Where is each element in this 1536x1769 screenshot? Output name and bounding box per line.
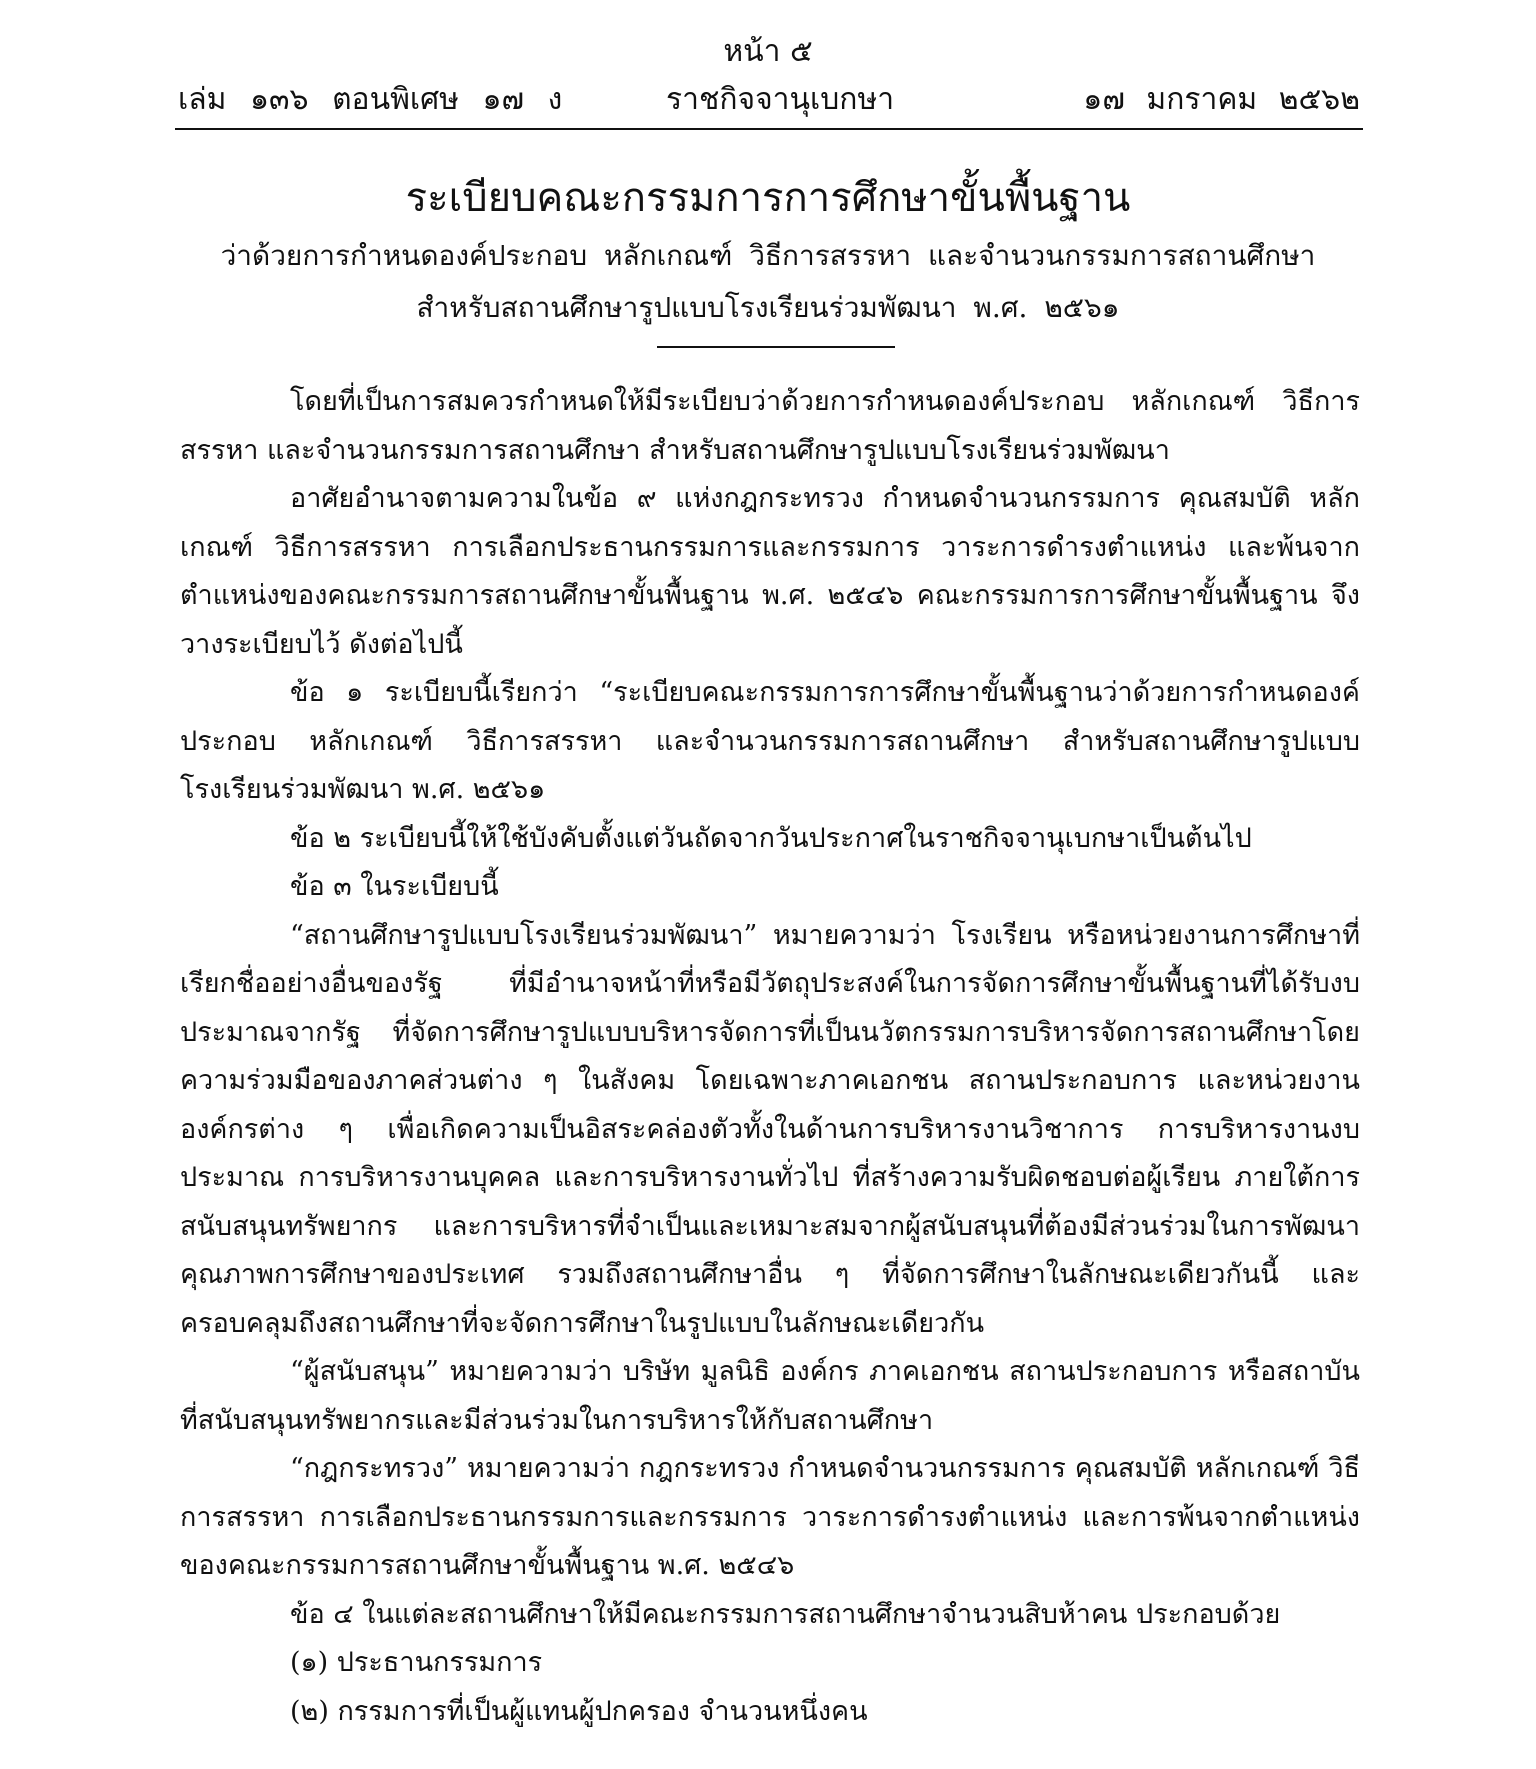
definition-ministerial-regulation: “กฎกระทรวง” หมายความว่า กฎกระทรวง กำหนดจำนวนกรรมการ คุณสมบัติ หลักเกณฑ์ วิธีการสรรหา การเลือกประธานกรรมการและกรรมการ วาระการดำรงตำแหน่ง และการพ้นจากตำแหน่งของคณะกรรมการสถานศึกษาขั้นพื้นฐาน พ.ศ. ๒๕๔๖ bbox=[180, 1453, 1360, 1581]
publication-date: ๑๗ มกราคม ๒๕๖๒ bbox=[1083, 82, 1360, 117]
clause-4: ข้อ ๔ ในแต่ละสถานศึกษาให้มีคณะกรรมการสถานศึกษาจำนวนสิบห้าคน ประกอบด้วย bbox=[290, 1598, 1281, 1630]
gazette-name: ราชกิจจานุเบกษา bbox=[666, 82, 895, 117]
title-divider bbox=[657, 346, 895, 348]
preamble-paragraph: โดยที่เป็นการสมควรกำหนดให้มีระเบียบว่าด้วยการกำหนดองค์ประกอบ หลักเกณฑ์ วิธีการสรรหา และจำนวนกรรมการสถานศึกษา สำหรับสถานศึกษารูปแบบโรงเรียนร่วมพัฒนา bbox=[180, 386, 1360, 466]
definition-supporter: “ผู้สนับสนุน” หมายความว่า บริษัท มูลนิธิ องค์กร ภาคเอกชน สถานประกอบการ หรือสถาบันที่สนับสนุนทรัพยากรและมีส่วนร่วมในการบริหารให้กับสถานศึกษา bbox=[180, 1356, 1360, 1436]
list-item: (๑) ประธานกรรมการ bbox=[290, 1647, 543, 1678]
page-number: หน้า ๕ bbox=[723, 34, 813, 69]
authority-paragraph: อาศัยอำนาจตามความในข้อ ๙ แห่งกฎกระทรวง กำหนดจำนวนกรรมการ คุณสมบัติ หลักเกณฑ์ วิธีการสรรหา การเลือกประธานกรรมการและกรรมการ วาระการดำรงตำแหน่ง และพ้นจากตำแหน่งของคณะกรรมการสถานศึกษาขั้นพื้นฐาน พ.ศ. ๒๕๔๖ คณะกรรมการการศึกษาขั้นพื้นฐาน จึงวางระเบียบไว้ ดังต่อไปนี้ bbox=[180, 483, 1360, 660]
document-title: ระเบียบคณะกรรมการการศึกษาขั้นพื้นฐาน bbox=[405, 175, 1131, 221]
header-divider bbox=[175, 128, 1363, 130]
definition-school: “สถานศึกษารูปแบบโรงเรียนร่วมพัฒนา” หมายความว่า โรงเรียน หรือหน่วยงานการศึกษาที่เรียกชื่ออย่างอื่นของรัฐ ที่มีอำนาจหน้าที่หรือมีวัตถุประสงค์ในการจัดการศึกษาขั้นพื้นฐานที่ได้รับงบประมาณจากรัฐ ที่จัดการศึกษารูปแบบบริหารจัดการที่เป็นนวัตกรรมการบริหารจัดการสถานศึกษาโดยความร่วมมือของภาคส่วนต่าง ๆ ในสังคม โดยเฉพาะภาคเอกชน สถานประกอบการ และหน่วยงานองค์กรต่าง ๆ เพื่อเกิดความเป็นอิสระคล่องตัวทั้งในด้านการบริหารงานวิชาการ การบริหารงานงบประมาณ การบริหารงานบุคคล และการบริหารงานทั่วไป ที่สร้างความรับผิดชอบต่อผู้เรียน ภายใต้การสนับสนุนทรัพยากร และการบริหารที่จำเป็นและเหมาะสมจากผู้สนับสนุนที่ต้องมีส่วนร่วมในการพัฒนาคุณภาพการศึกษาของประเทศ รวมถึงสถานศึกษาอื่น ๆ ที่จัดการศึกษาในลักษณะเดียวกันนี้ และครอบคลุมถึงสถานศึกษาที่จะจัดการศึกษาในรูปแบบในลักษณะเดียวกัน bbox=[180, 919, 1360, 1339]
gazette-header bbox=[178, 78, 1360, 128]
document-subtitle-line-1: ว่าด้วยการกำหนดองค์ประกอบ หลักเกณฑ์ วิธีการสรรหา และจำนวนกรรมการสถานศึกษา bbox=[220, 239, 1316, 272]
volume-issue: เล่ม ๑๓๖ ตอนพิเศษ ๑๗ ง bbox=[178, 82, 563, 117]
clause-2: ข้อ ๒ ระเบียบนี้ให้ใช้บังคับตั้งแต่วันถัดจากวันประกาศในราชกิจจานุเบกษาเป็นต้นไป bbox=[290, 822, 1252, 854]
clause-3: ข้อ ๓ ในระเบียบนี้ bbox=[290, 871, 499, 902]
list-item: (๒) กรรมการที่เป็นผู้แทนผู้ปกครอง จำนวนหนึ่งคน bbox=[290, 1695, 868, 1727]
document-subtitle-line-2: สำหรับสถานศึกษารูปแบบโรงเรียนร่วมพัฒนา พ.ศ. ๒๕๖๑ bbox=[416, 291, 1120, 324]
clause-1: ข้อ ๑ ระเบียบนี้เรียกว่า “ระเบียบคณะกรรมการการศึกษาขั้นพื้นฐานว่าด้วยการกำหนดองค์ประกอบ หลักเกณฑ์ วิธีการสรรหา และจำนวนกรรมการสถานศึกษา สำหรับสถานศึกษารูปแบบโรงเรียนร่วมพัฒนา พ.ศ. ๒๕๖๑ bbox=[180, 677, 1360, 805]
document-body bbox=[180, 378, 1360, 1736]
